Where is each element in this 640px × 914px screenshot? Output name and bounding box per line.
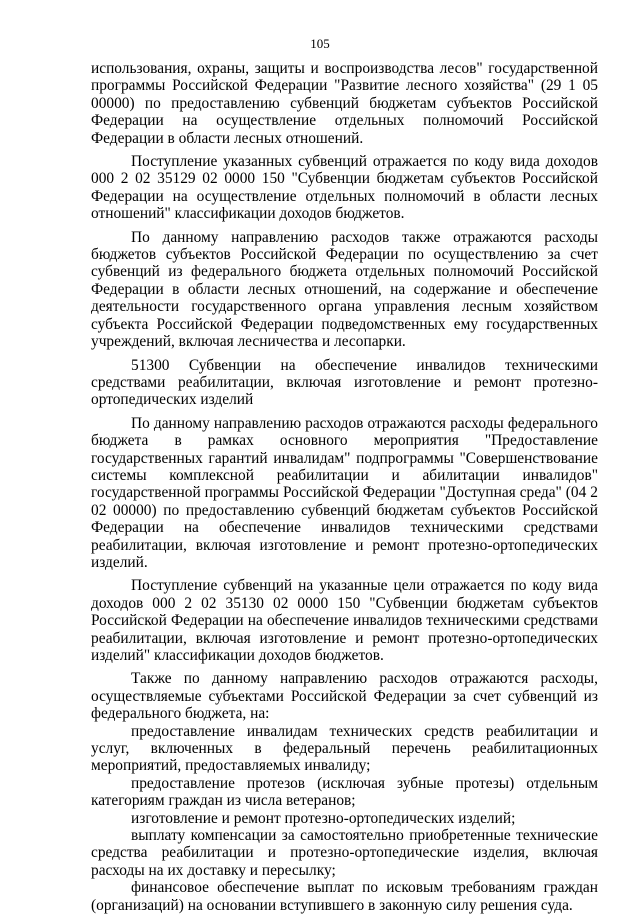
list-item-orthopedic-repair: изготовление и ремонт протезно-ортопедических изделий;: [131, 809, 516, 827]
section-heading-51300: 51300 Субвенции на обеспечение инвалидов техническими средствами реабилитации, включая изготовление и ремонт протезно-ортопедических изделий: [91, 356, 598, 409]
paragraph-regional-forest-expenses: По данному направлению расходов также отражаются расходы бюджетов субъектов Российской Федерации по осуществлению за счет субвенций из федерального бюджета отдельных полномочий Российской Федерации в области лесных отношений, на содержание и обеспечение деятельности государственного органа управления лесным хозяйством субъекта Российской Федерации подведомственных ему государственных учреждений, включая лесничества и лесопарки.: [91, 228, 598, 351]
list-item-rehab-means: предоставление инвалидам технических средств реабилитации и услуг, включенных в федеральный перечень реабилитационных мероприятий, предоставляемых инвалиду;: [91, 722, 598, 775]
paragraph-continuation: использования, охраны, защиты и воспроизводства лесов" государственной программы Российской Федерации "Развитие лесного хозяйства" (29 1 05 00000) по предоставлению субвенций бюджетам субъектов Российской Федерации на осуществление отдельных полномочий Российской Федерации в области лесных отношений.: [91, 60, 598, 147]
paragraph-regional-expenses-intro: Также по данному направлению расходов отражаются расходы, осуществляемые субъектами Российской Федерации за счет субвенций из федерального бюджета, на:: [91, 670, 598, 723]
paragraph-income-code-35130: Поступление субвенций на указанные цели отражается по коду вида доходов 000 2 02 35130 02 0000 150 "Субвенции бюджетам субъектов Российской Федерации на обеспечение инвалидов техническими средствами реабилитации, включая изготовление и ремонт протезно-ортопедических изделий" классификации доходов бюджетов.: [91, 577, 598, 664]
paragraph-income-code-35129: Поступление указанных субвенций отражается по коду вида доходов 000 2 02 35129 02 0000 150 "Субвенции бюджетам субъектов Российской Федерации на осуществление отдельных полномочий в области лесных отношений" классификации доходов бюджетов.: [91, 153, 598, 223]
paragraph-federal-budget-expenses: По данному направлению расходов отражаются расходы федерального бюджета в рамках основного мероприятия "Предоставление государственных гарантий инвалидам" подпрограммы "Совершенствование системы комплексной реабилитации и абилитации инвалидов" государственной программы Российской Федерации "Доступная среда" (04 2 02 00000) по предоставлению субвенций бюджетам субъектов Российской Федерации на обеспечение инвалидов техническими средствами реабилитации, включая изготовление и ремонт протезно-ортопедических изделий.: [91, 414, 598, 571]
list-item-court-claims: финансовое обеспечение выплат по исковым требованиям граждан (организаций) на основании вступившего в законную силу решения суда.: [91, 879, 598, 914]
list-item-prostheses: предоставление протезов (исключая зубные протезы) отдельным категориям граждан из числа ветеранов;: [91, 774, 598, 810]
page-number: 105: [310, 36, 330, 51]
document-body: [91, 60, 598, 914]
list-item-compensation: выплату компенсации за самостоятельно приобретенные технические средства реабилитации и протезно-ортопедические изделия, включая расходы на их доставку и пересылку;: [91, 827, 598, 879]
